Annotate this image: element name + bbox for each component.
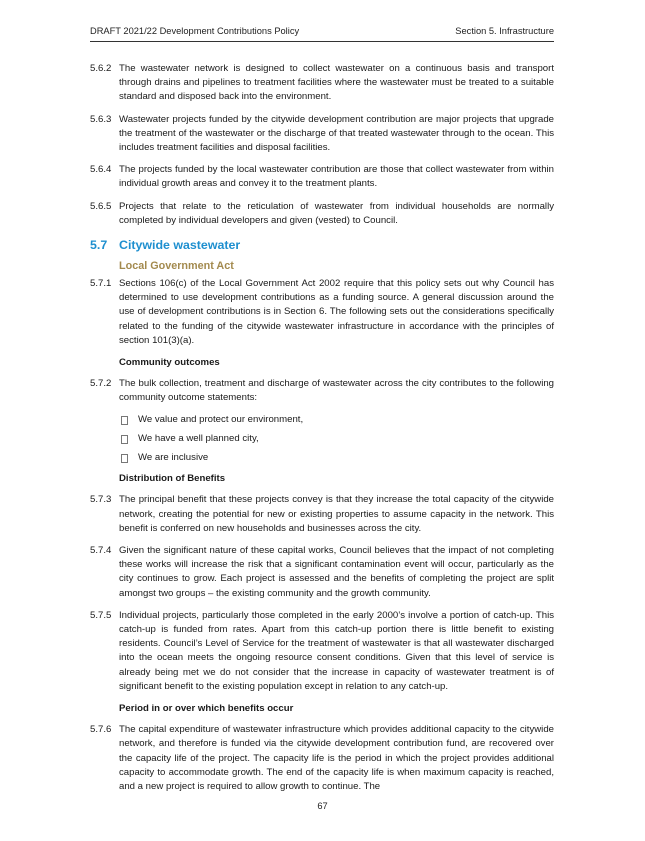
subheading-distribution-of-benefits: Distribution of Benefits [119, 473, 226, 485]
paragraph-number: 5.7.4 [90, 545, 112, 557]
paragraph-5-7-2 [90, 377, 554, 405]
page-content [90, 62, 554, 802]
section-number: 5.7 [90, 238, 108, 253]
subheading-local-government-act: Local Government Act [119, 260, 234, 273]
bullet-box-icon [121, 454, 128, 463]
paragraph-text: Individual projects, particularly those completed in the early 2000’s involve a portion of catch-up. This catch-up is funded from rates. Apart from this catch-up portion there is little benefit to existing residents. Council’s Level of Service for the treatment of wastewater is that all wastewater discharged into the ocean meets the ongoing resource consent conditions. Given that this level of service is already being met we do not consider that the increase in capacity of wastewater treatment is of significant benefit to the existing population except in relation to any catch-up. [119, 609, 554, 692]
paragraph-text: The wastewater network is designed to collect wastewater on a continuous basis and transport through drains and pipelines to treatment facilities where the wastewater must be treated to a suitable standard and disposed back into the environment. [119, 63, 554, 103]
bullet-box-icon [121, 435, 128, 444]
paragraph-5-6-3 [90, 113, 554, 156]
page-number: 67 [317, 801, 328, 811]
bullet-text: We are inclusive [138, 452, 209, 464]
paragraph-number: 5.6.3 [90, 113, 112, 125]
paragraph-number: 5.7.3 [90, 494, 112, 506]
paragraph-5-7-4 [90, 544, 554, 601]
paragraph-text: Projects that relate to the reticulation of wastewater from individual households are normally completed by individual developers and given (vested) to Council. [119, 200, 554, 226]
paragraph-number: 5.6.4 [90, 164, 112, 176]
bullet-text: We value and protect our environment, [138, 414, 304, 426]
paragraph-5-6-5 [90, 200, 554, 228]
page-header [90, 26, 554, 42]
bullet-box-icon [121, 416, 128, 425]
paragraph-number: 5.6.2 [90, 63, 112, 74]
paragraph-text: The principal benefit that these projects convey is that they increase the total capacity of the citywide network, creating the potential for new or existing properties to assume capacity in the network. This benefit is conferred on new households and businesses across the city. [119, 494, 554, 534]
bullet-item [90, 413, 554, 427]
paragraph-number: 5.7.6 [90, 724, 112, 736]
paragraph-5-7-5 [90, 609, 554, 694]
paragraph-number: 5.7.1 [90, 278, 112, 290]
bullet-item [90, 432, 554, 446]
bullet-item [90, 451, 554, 465]
paragraph-text: The capital expenditure of wastewater infrastructure which provides additional capacity to the citywide network, and therefore is funded via the citywide development contribution fund, are recovered over the capacity life of the project. The capacity life is the period in which the project provides additional capacity to accommodate growth. The end of the capacity life is when maximum capacity is reached, and a new project is required to allow growth to continue. The [119, 724, 554, 792]
paragraph-text: The bulk collection, treatment and discharge of wastewater across the city contributes to the following community outcome statements: [119, 378, 554, 404]
paragraph-text: Wastewater projects funded by the citywide development contribution are major projects that upgrade the treatment of the wastewater or the discharge of that treated wastewater through to the ocean. This includes treatment facilities and disposal facilities. [119, 113, 554, 154]
bullet-text: We have a well planned city, [138, 433, 259, 445]
section-title: Citywide wastewater [119, 238, 241, 253]
paragraph-5-7-3 [90, 493, 554, 536]
paragraph-5-6-4 [90, 163, 554, 191]
paragraph-number: 5.7.5 [90, 609, 112, 621]
paragraph-number: 5.7.2 [90, 378, 112, 390]
paragraph-5-7-1 [90, 277, 554, 348]
header-document-title: DRAFT 2021/22 Development Contributions Policy [90, 26, 300, 36]
header-section-title: Section 5. Infrastructure [455, 26, 554, 36]
paragraph-5-6-2 [90, 62, 554, 105]
paragraph-5-7-6 [90, 723, 554, 794]
section-heading-5-7 [90, 238, 554, 253]
paragraph-text: Sections 106(c) of the Local Government Act 2002 require that this policy sets out why Council has determined to use development contributions as a funding source. A general discussion around the use of development contributions is in Section 6. The following sets out the considerations specifically related to the funding of the citywide wastewater infrastructure in accordance with the principles of section 101(3)(a). [119, 278, 554, 346]
subheading-period-of-benefits: Period in or over which benefits occur [119, 703, 294, 715]
paragraph-text: Given the significant nature of these capital works, Council believes that the impact of not completing these works will increase the risk that a significant contamination event will occur, particularly as the city continues to grow. Each project is assessed and the benefits of completing the project are split amongst two groups – the existing community and the growth community. [119, 545, 554, 599]
paragraph-text: The projects funded by the local wastewater contribution are those that collect wastewater from within individual growth areas and convey it to the treatment plants. [119, 164, 554, 190]
subheading-community-outcomes: Community outcomes [119, 357, 220, 369]
paragraph-number: 5.6.5 [90, 200, 112, 212]
